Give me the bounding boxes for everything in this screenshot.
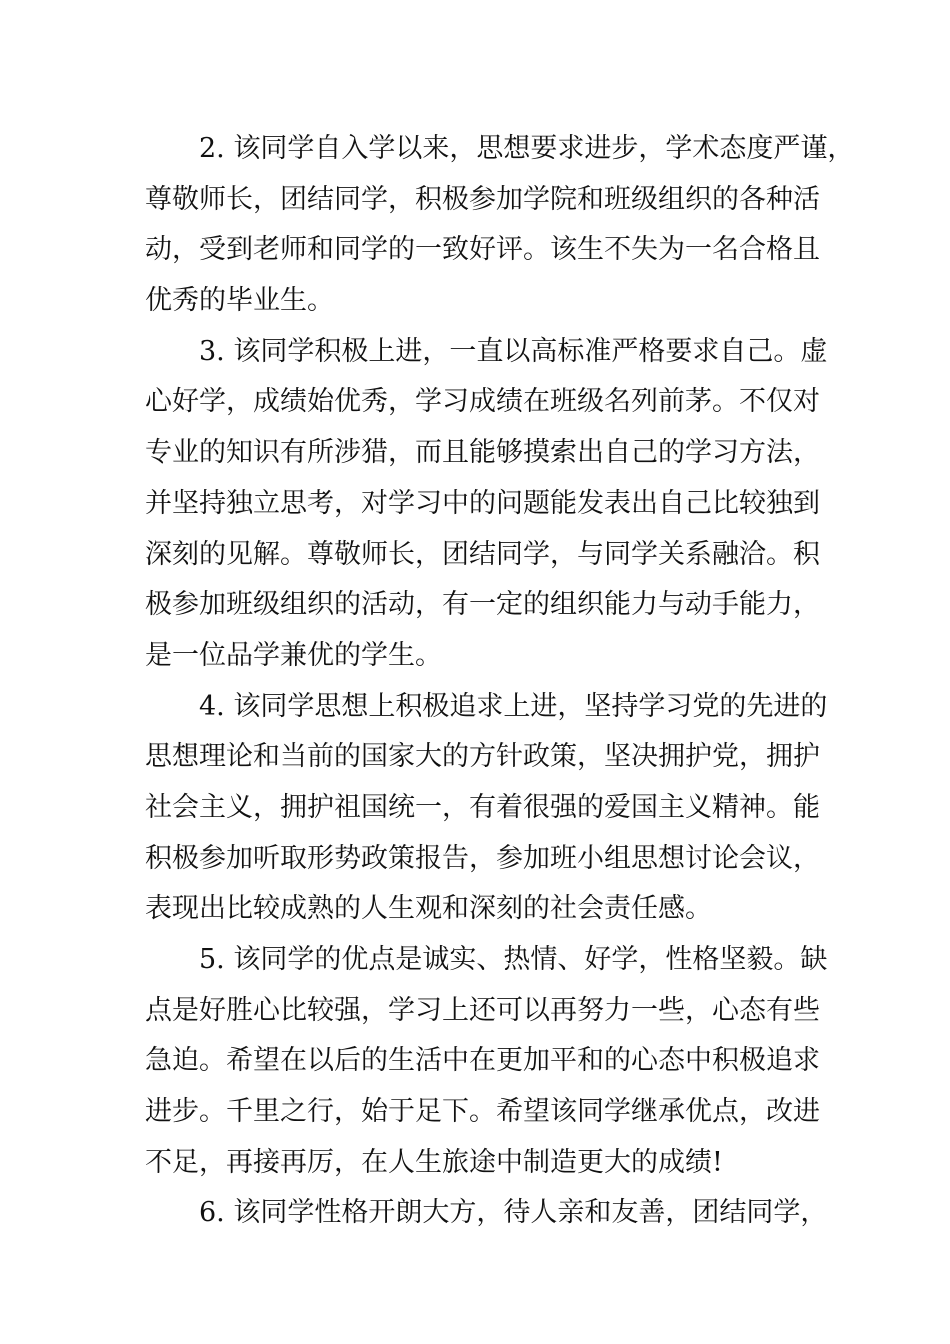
text-line: 4. 该同学思想上积极追求上进，坚持学习党的先进的 <box>199 690 828 722</box>
paragraph-5 <box>145 935 828 1188</box>
text-line: 6. 该同学性格开朗大方，待人亲和友善，团结同学， <box>199 1197 828 1229</box>
text-line: 不足，再接再厉，在人生旅途中制造更大的成绩! <box>145 1146 723 1178</box>
text-line: 社会主义，拥护祖国统一，有着很强的爱国主义精神。能 <box>145 791 820 823</box>
paragraph-2 <box>145 124 855 327</box>
text-line: 是一位品学兼优的学生。 <box>145 639 442 671</box>
text-line: 3. 该同学积极上进，一直以高标准严格要求自己。虚 <box>199 335 828 367</box>
text-line: 积极参加听取形势政策报告，参加班小组思想讨论会议， <box>145 842 820 874</box>
document-body <box>145 124 855 1239</box>
text-line: 2. 该同学自入学以来，思想要求进步，学术态度严谨， <box>199 133 855 164</box>
paragraph-4 <box>145 682 828 935</box>
text-line: 思想理论和当前的国家大的方针政策，坚决拥护党，拥护 <box>145 741 820 773</box>
text-line: 优秀的毕业生。 <box>145 285 334 317</box>
text-line: 点是好胜心比较强，学习上还可以再努力一些，心态有些 <box>145 994 820 1026</box>
paragraph-3 <box>145 327 828 682</box>
text-line: 深刻的见解。尊敬师长，团结同学，与同学关系融洽。积 <box>145 538 820 570</box>
text-line: 并坚持独立思考，对学习中的问题能发表出自己比较独到 <box>145 487 820 519</box>
paragraph-6 <box>145 1188 828 1239</box>
text-line: 专业的知识有所涉猎，而且能够摸索出自己的学习方法， <box>145 437 820 469</box>
text-line: 极参加班级组织的活动，有一定的组织能力与动手能力， <box>145 589 820 621</box>
text-line: 进步。千里之行，始于足下。希望该同学继承优点，改进 <box>145 1096 820 1128</box>
text-line: 急迫。希望在以后的生活中在更加平和的心态中积极追求 <box>145 1045 820 1077</box>
text-line: 动，受到老师和同学的一致好评。该生不失为一名合格且 <box>145 234 820 266</box>
text-line: 表现出比较成熟的人生观和深刻的社会责任感。 <box>145 893 712 925</box>
text-line: 5. 该同学的优点是诚实、热情、好学，性格坚毅。缺 <box>199 944 828 975</box>
text-line: 尊敬师长，团结同学，积极参加学院和班级组织的各种活 <box>145 183 820 215</box>
text-line: 心好学，成绩始优秀，学习成绩在班级名列前茅。不仅对 <box>145 386 820 418</box>
